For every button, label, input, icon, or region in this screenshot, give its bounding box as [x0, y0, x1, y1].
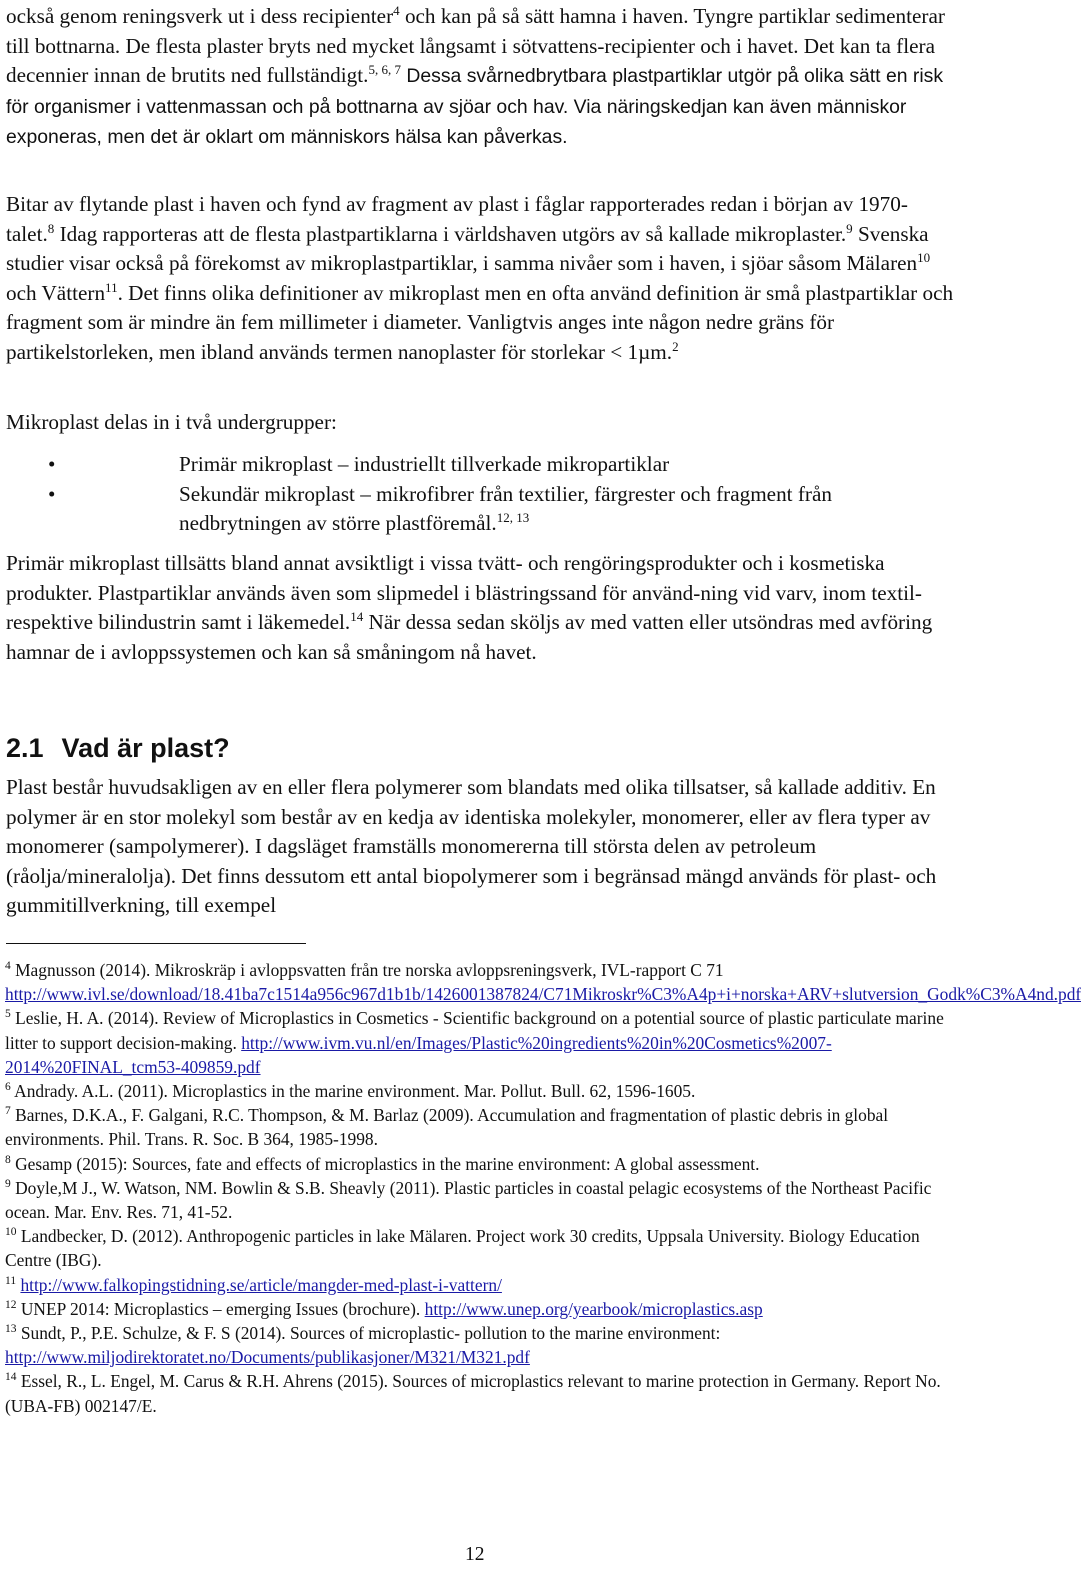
- footnote-5: [5, 1006, 955, 1079]
- footnote-number: 12: [5, 1298, 17, 1311]
- footnote-text: Doyle,M J., W. Watson, NM. Bowlin & S.B. Sheavly (2011). Plastic particles in coastal pelagic ecosystems of the Northeast Pacific ocean. Mar. Env. Res. 71, 41-52.: [5, 1177, 932, 1223]
- footnote-number: 8: [5, 1153, 11, 1166]
- footnote-6: [5, 1079, 955, 1103]
- footnote-link[interactable]: http://www.falkopingstidning.se/article/mangder-med-plast-i-vattern/: [20, 1274, 502, 1295]
- paragraph-text: Svenska studier visar också på förekomst av mikroplastpartiklar, i samma nivåer som i haven, i sjöar såsom Mälaren: [6, 221, 929, 275]
- list-item-text: Primär mikroplast – industriellt tillverkade mikropartiklar: [179, 452, 670, 476]
- footnote-ref[interactable]: 9: [846, 220, 853, 236]
- footnote-text: Essel, R., L. Engel, M. Carus & R.H. Ahrens (2015). Sources of microplastics relevant to marine protection in Germany. Report No. (UBA-FB) 002147/E.: [5, 1371, 941, 1416]
- footnote-number: 10: [5, 1226, 17, 1239]
- footnote-ref[interactable]: 14: [350, 609, 364, 624]
- footnote-8: [5, 1152, 955, 1176]
- footnote-ref[interactable]: 5, 6, 7: [368, 62, 401, 77]
- footnote-4: [5, 958, 1081, 1006]
- footnote-divider: [6, 943, 306, 944]
- paragraph-text: och kan på så sätt hamna i haven. Tyngre partiklar sedimenterar till bottnarna. De flesta plaster bryts ned mycket långsamt i sötvattens-recipienter och i havet. Det kan ta flera decennier innan de brutits ned fullständigt.: [6, 4, 945, 87]
- paragraph-text: Primär mikroplast tillsätts bland annat avsiktligt i vissa tvätt- och rengöringsprodukter och i kosmetiska produkter. Plastpartiklar används även som slipmedel i blästringssand för använd-ning vid varv, inom textil- respektive bilindustrin samt i läkemedel.: [6, 551, 922, 634]
- footnote-12: [5, 1297, 955, 1321]
- footnote-ref[interactable]: 2: [672, 338, 679, 354]
- paragraph-plastic: Plast består huvudsakligen av en eller flera polymerer som blandats med olika tillsatser, så kallade additiv. En polymer är en stor molekyl som består av en kedja av identiska molekyler, monomerer, eller av flera typer av monomerer (sampolymerer). I dagsläget framställs monomererna till största delen av petroleum (råolja/mineralolja). Det finns dessutom ett antal biopolymerer som i begränsad mängd används för plast- och gummitillverkning, till exempel: [6, 775, 937, 917]
- paragraph-text: Bitar av flytande plast i haven och fynd av fragment av plast i fåglar rapporterades redan i början av 1970-talet.: [6, 192, 908, 246]
- section-heading: [6, 730, 230, 766]
- footnote-number: 5: [5, 1008, 11, 1021]
- footnote-text: Gesamp (2015): Sources, fate and effects of microplastics in the marine environment: A global assessment.: [10, 1153, 760, 1174]
- paragraph-text: När dessa sedan sköljs av med vatten eller utsöndras med avföring hamnar de i avloppssystemen och kan så småningom nå havet.: [6, 610, 933, 664]
- paragraph-text: Idag rapporteras att de flesta plastpartiklarna i världshaven utgörs av så kallade mikroplaster.: [54, 221, 847, 246]
- footnote-link[interactable]: http://www.ivm.vu.nl/en/Images/Plastic%20ingredients%20in%20Cosmetics%2007-2014%20FINAL_tcm53-409859.pdf: [5, 1032, 832, 1077]
- footnote-link[interactable]: http://www.unep.org/yearbook/microplastics.asp: [424, 1298, 763, 1319]
- footnote-ref[interactable]: 11: [105, 279, 118, 295]
- section-title: Vad är plast?: [61, 733, 230, 763]
- footnote-ref[interactable]: 4: [393, 3, 400, 18]
- footnote-link[interactable]: http://www.ivl.se/download/18.41ba7c1514a956c967d1b1b/1426001387824/C71Mikroskr%C3%A4p+i+norska+ARV+slutversion_Godk%C3%A4nd.pdf: [5, 984, 1081, 1005]
- footnote-number: 4: [5, 960, 11, 972]
- footnote-text: Barnes, D.K.A., F. Galgani, R.C. Thompson, & M. Barlaz (2009). Accumulation and fragmentation of plastic debris in global environments. Phil. Trans. R. Soc. B 364, 1985-1998.: [5, 1105, 889, 1150]
- bullet-icon: •: [48, 452, 56, 476]
- list-item-text: Sekundär mikroplast – mikrofibrer från textilier, färgrester och fragment från nedbrytningen av större plastföremål.: [179, 481, 832, 535]
- footnote-7: [5, 1103, 955, 1151]
- footnote-13: [5, 1321, 955, 1369]
- footnote-text: UNEP 2014: Microplastics – emerging Issues (brochure).: [16, 1298, 425, 1319]
- footnote-number: 9: [5, 1177, 11, 1190]
- footnote-text: Magnusson (2014). Mikroskräp i avloppsvatten från tre norska avloppsreningsverk, IVL-rapport C 71: [10, 960, 724, 980]
- paragraph-subgroups: Mikroplast delas in i två undergrupper:: [6, 410, 337, 434]
- paragraph-primary: [6, 549, 954, 667]
- paragraph-text: . Det finns olika definitioner av mikroplast men en ofta använd definition är små plastpartiklar och fragment som är mindre än fem millimeter i diameter. Vanligtvis anges inte någon nedre gräns för partikelstorleken, men ibland används termen nanoplaster för storlekar < 1µm.: [6, 280, 954, 364]
- footnote-ref[interactable]: 10: [917, 250, 931, 265]
- footnote-9: [5, 1176, 955, 1224]
- footnote-text: Landbecker, D. (2012). Anthropogenic particles in lake Mälaren. Project work 30 credits, Uppsala University. Biology Education Centre (IBG).: [5, 1226, 920, 1271]
- list-item: [6, 480, 954, 539]
- paragraph-text: och Vättern: [6, 280, 106, 305]
- footnote-text: Leslie, H. A. (2014). Review of Microplastics in Cosmetics - Scientific background on a potential source of plastic particulate marine litter to support decision-making.: [5, 1008, 944, 1053]
- footnote-text: Andrady. A.L. (2011). Microplastics in the marine environment. Mar. Pollut. Bull. 62, 1596-1605.: [10, 1081, 696, 1102]
- list-item: [6, 450, 954, 480]
- footnote-text: Sundt, P., P.E. Schulze, & F. S (2014). Sources of microplastic- pollution to the marine environment:: [16, 1323, 721, 1344]
- section-number: 2.1: [6, 733, 44, 763]
- paragraph-intro: [6, 2, 954, 153]
- footnote-14: [5, 1369, 955, 1417]
- page-number: 12: [465, 1544, 485, 1565]
- paragraph-text: också genom reningsverk ut i dess recipienter: [6, 4, 394, 28]
- paragraph-microplastics: [6, 190, 954, 367]
- footnote-ref[interactable]: 8: [47, 220, 55, 236]
- footnote-number: 6: [5, 1081, 11, 1094]
- footnotes: [5, 958, 1081, 1418]
- paragraph-text: Dessa svårnedbrytbara plastpartiklar utgör på olika sätt en risk för organismer i vattenmassan och på bottnarna av sjöar och hav. Via näringskedjan kan även människor exponeras, men det är oklart om människors hälsa kan påverkas.: [6, 65, 944, 148]
- footnote-ref[interactable]: 12, 13: [496, 510, 530, 525]
- footnote-link[interactable]: http://www.miljodirektoratet.no/Documents/publikasjoner/M321/M321.pdf: [5, 1347, 530, 1368]
- footnote-11: [5, 1273, 955, 1297]
- bullet-list: [6, 450, 954, 539]
- footnote-number: 13: [5, 1323, 17, 1336]
- footnote-10: [5, 1224, 955, 1272]
- footnote-number: 11: [5, 1274, 17, 1287]
- footnote-number: 7: [5, 1105, 11, 1118]
- bullet-icon: •: [48, 481, 56, 506]
- footnote-number: 14: [5, 1371, 17, 1384]
